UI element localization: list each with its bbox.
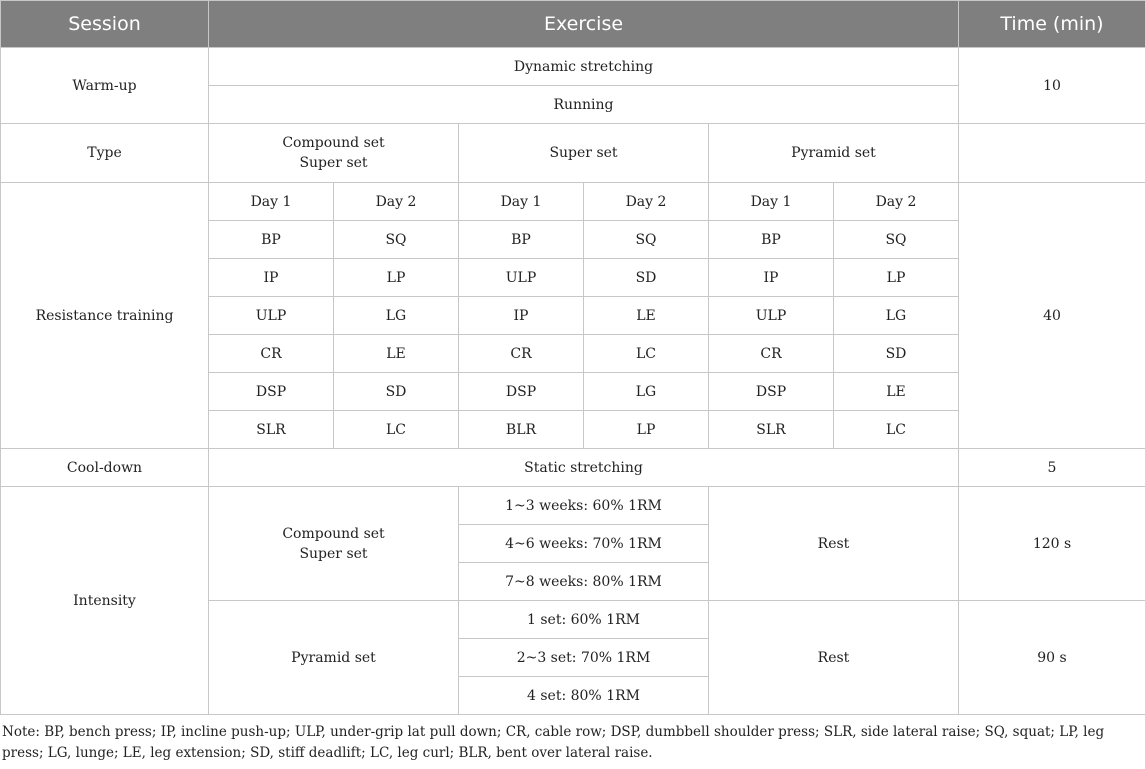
intensity-line: Compound set: [282, 525, 385, 542]
exercise-cell: SD: [834, 335, 959, 373]
intensity-rest: Rest: [709, 601, 959, 715]
intensity-level: 7~8 weeks: 80% 1RM: [459, 563, 709, 601]
intensity-time: 120 s: [959, 487, 1145, 601]
exercise-cell: SQ: [334, 221, 459, 259]
exercise-cell: CR: [709, 335, 834, 373]
exercise-cell: BP: [459, 221, 584, 259]
exercise-cell: LG: [834, 297, 959, 335]
header-session: Session: [1, 1, 209, 48]
warmup-item: Running: [209, 86, 959, 124]
intensity-time: 90 s: [959, 601, 1145, 715]
warmup-row-1: [1, 48, 1145, 86]
exercise-cell: LC: [334, 411, 459, 449]
day-header: Day 2: [584, 183, 709, 221]
exercise-cell: ULP: [209, 297, 334, 335]
exercise-cell: SD: [584, 259, 709, 297]
type-compound-super: [209, 124, 459, 183]
exercise-cell: LP: [584, 411, 709, 449]
type-pyramid: Pyramid set: [709, 124, 959, 183]
exercise-cell: LC: [834, 411, 959, 449]
exercise-cell: DSP: [459, 373, 584, 411]
intensity-level: 4~6 weeks: 70% 1RM: [459, 525, 709, 563]
resistance-days-row: [1, 183, 1145, 221]
exercise-cell: LP: [834, 259, 959, 297]
exercise-cell: BP: [209, 221, 334, 259]
exercise-cell: DSP: [209, 373, 334, 411]
exercise-cell: LE: [584, 297, 709, 335]
cooldown-time: 5: [959, 449, 1145, 487]
day-header: Day 2: [334, 183, 459, 221]
exercise-cell: IP: [709, 259, 834, 297]
type-row: [1, 124, 1145, 183]
intensity-level: 4 set: 80% 1RM: [459, 677, 709, 715]
intensity-row: [1, 487, 1145, 525]
day-header: Day 1: [209, 183, 334, 221]
warmup-item: Dynamic stretching: [209, 48, 959, 86]
exercise-cell: CR: [459, 335, 584, 373]
intensity-line: Super set: [299, 545, 368, 562]
type-line: Compound set: [282, 135, 385, 151]
exercise-cell: SLR: [709, 411, 834, 449]
warmup-time: 10: [959, 48, 1145, 124]
table-note: Note: BP, bench press; IP, incline push-up; ULP, under-grip lat pull down; CR, cable row; DSP, dumbbell shoulder press; SLR, side lateral raise; SQ, squat; LP, leg press; LG, lunge; LE, leg extension; SD, stiff deadlift; LC, leg curl; BLR, bent over lateral raise.: [2, 724, 1105, 761]
exercise-cell: ULP: [459, 259, 584, 297]
exercise-cell: DSP: [709, 373, 834, 411]
cooldown-item: Static stretching: [209, 449, 959, 487]
exercise-cell: LP: [334, 259, 459, 297]
intensity-label: Intensity: [1, 487, 209, 715]
header-row: [1, 1, 1145, 48]
type-super: Super set: [459, 124, 709, 183]
exercise-cell: LG: [584, 373, 709, 411]
intensity-pyramid: Pyramid set: [209, 601, 459, 715]
exercise-cell: IP: [209, 259, 334, 297]
cooldown-label: Cool-down: [1, 449, 209, 487]
intensity-level: 1 set: 60% 1RM: [459, 601, 709, 639]
day-header: Day 2: [834, 183, 959, 221]
exercise-cell: BLR: [459, 411, 584, 449]
exercise-cell: LG: [334, 297, 459, 335]
exercise-cell: ULP: [709, 297, 834, 335]
exercise-cell: LC: [584, 335, 709, 373]
exercise-cell: SQ: [834, 221, 959, 259]
type-label: Type: [1, 124, 209, 183]
exercise-cell: BP: [709, 221, 834, 259]
type-line: Super set: [299, 155, 368, 171]
exercise-cell: SQ: [584, 221, 709, 259]
resistance-time: 40: [959, 183, 1145, 449]
type-time: [959, 124, 1145, 183]
intensity-compound-super: [209, 487, 459, 601]
cooldown-row: [1, 449, 1145, 487]
exercise-cell: IP: [459, 297, 584, 335]
exercise-cell: SD: [334, 373, 459, 411]
day-header: Day 1: [459, 183, 584, 221]
intensity-level: 1~3 weeks: 60% 1RM: [459, 487, 709, 525]
day-header: Day 1: [709, 183, 834, 221]
resistance-label: Resistance training: [1, 183, 209, 449]
exercise-cell: LE: [834, 373, 959, 411]
intensity-rest: Rest: [709, 487, 959, 601]
header-exercise: Exercise: [209, 1, 959, 48]
warmup-label: Warm-up: [1, 48, 209, 124]
exercise-cell: CR: [209, 335, 334, 373]
header-time: Time (min): [959, 1, 1145, 48]
exercise-cell: SLR: [209, 411, 334, 449]
exercise-cell: LE: [334, 335, 459, 373]
intensity-level: 2~3 set: 70% 1RM: [459, 639, 709, 677]
